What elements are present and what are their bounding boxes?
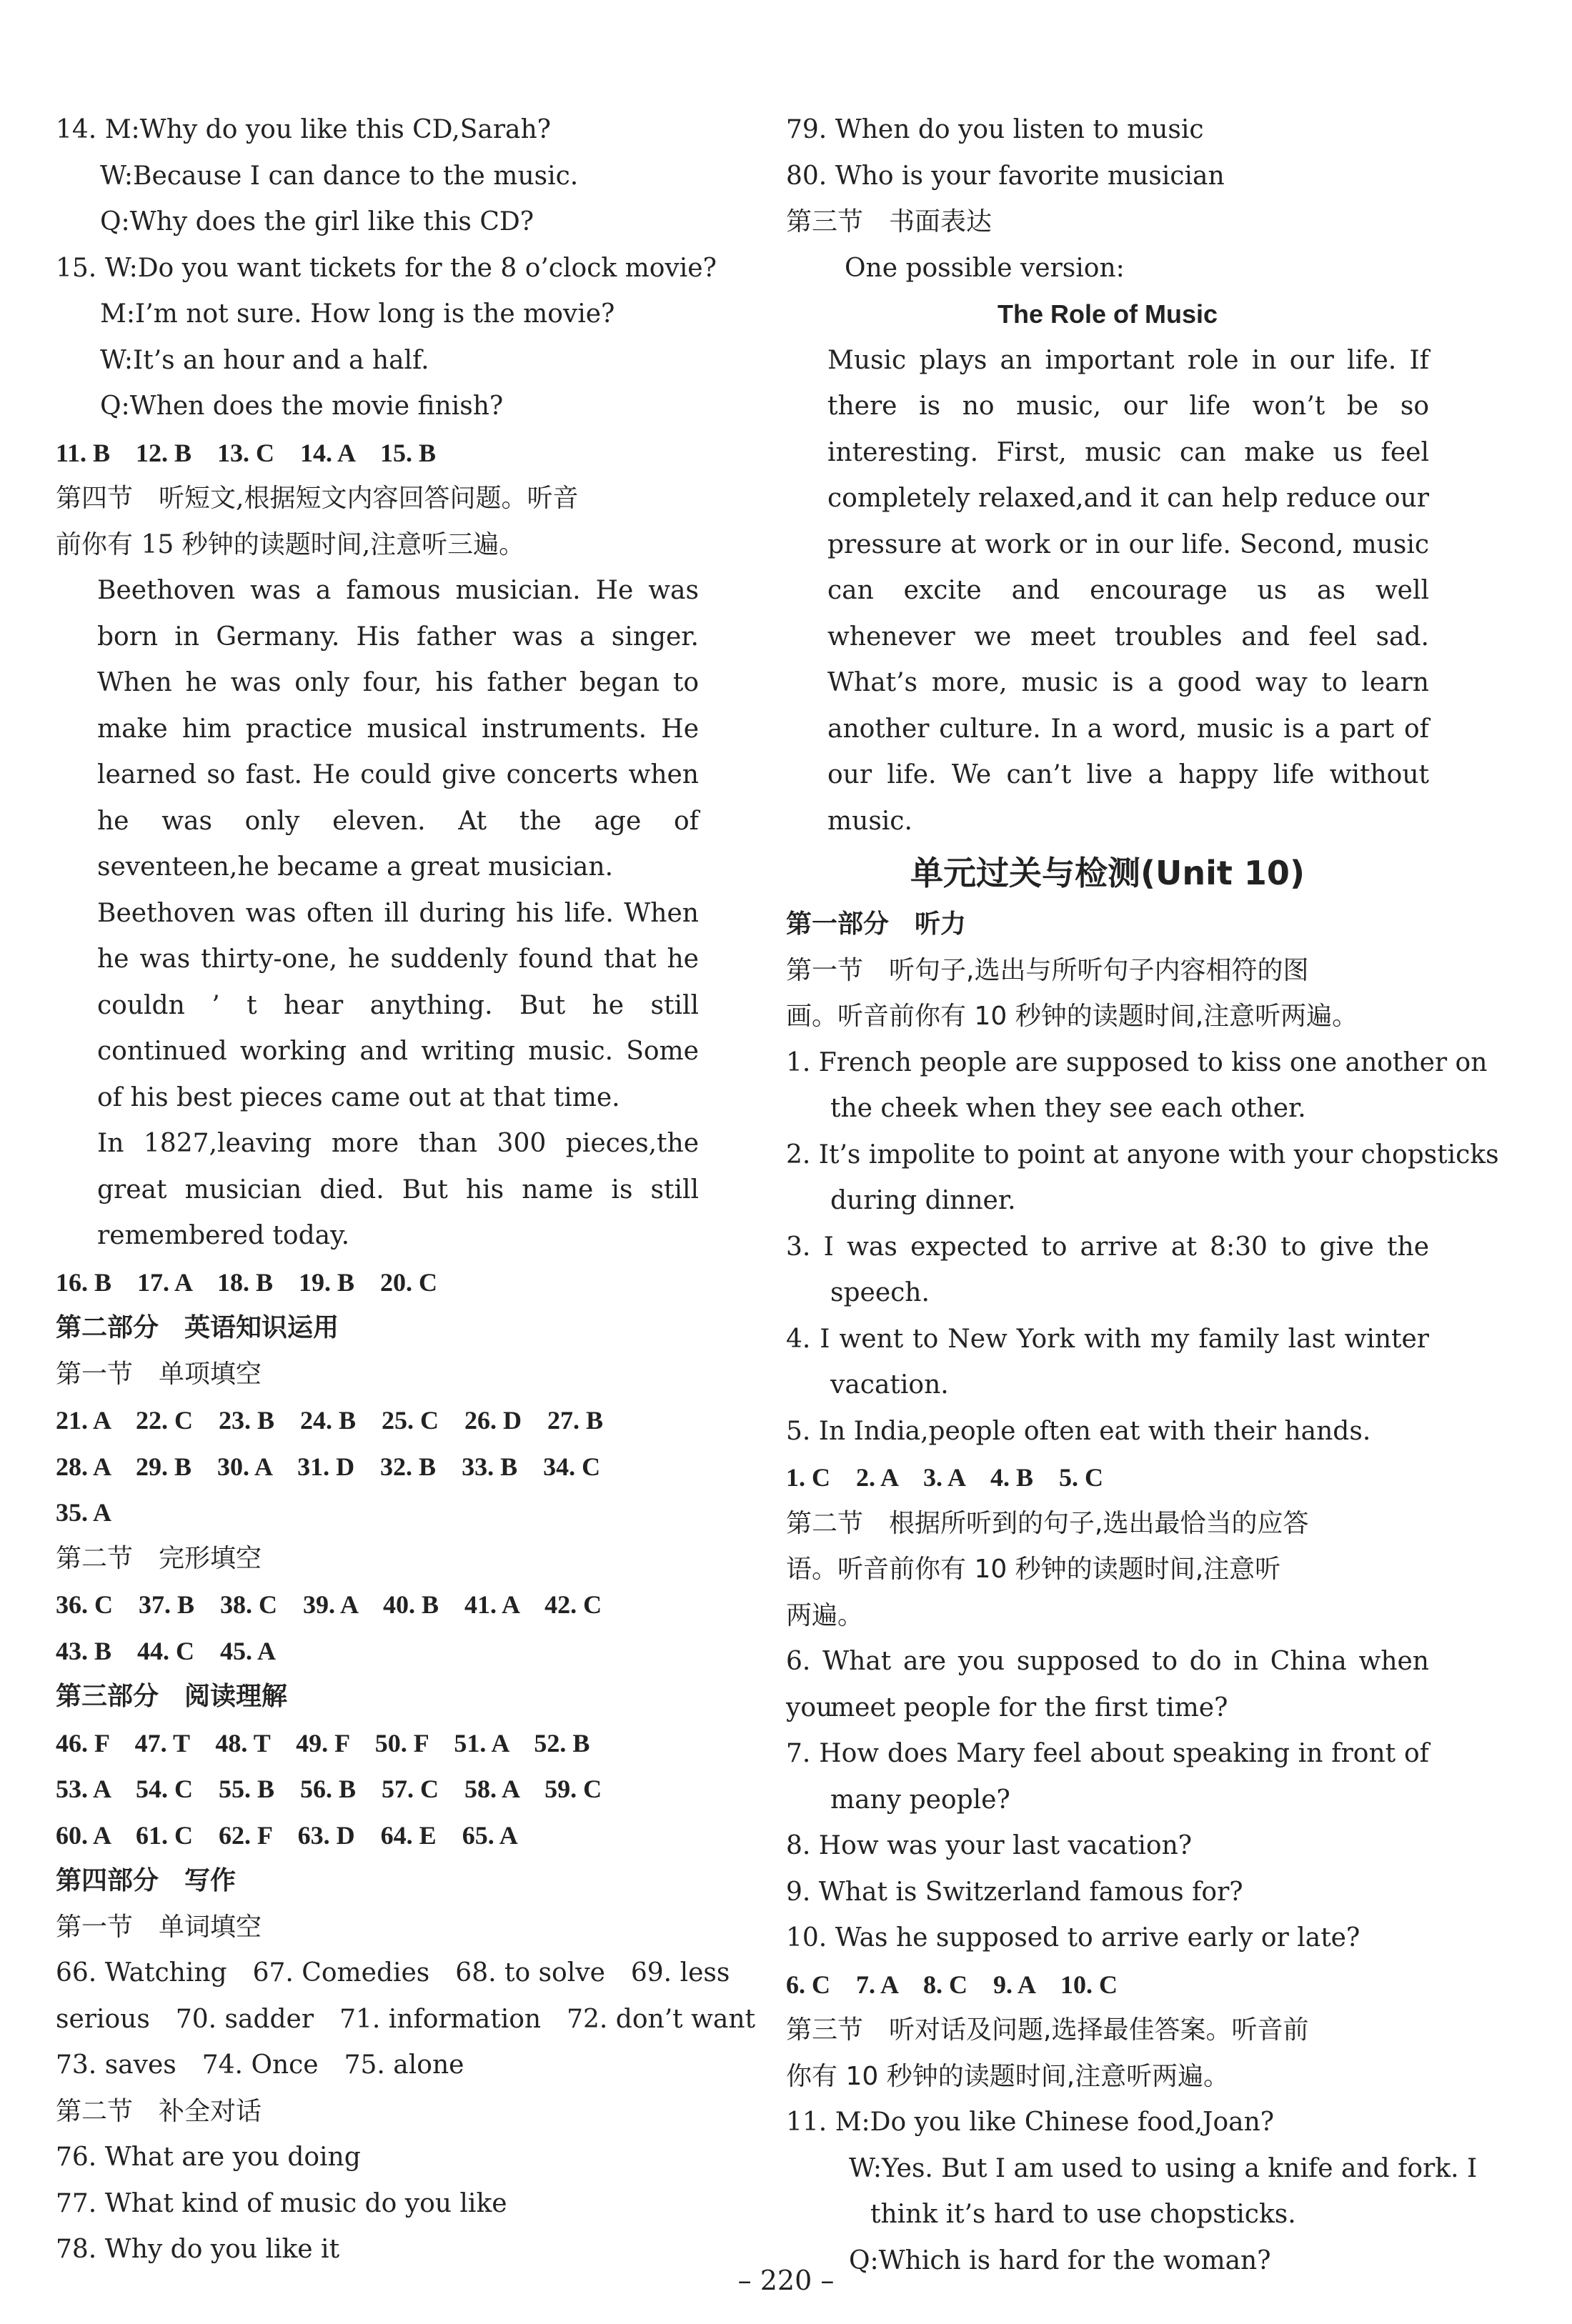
part2-section2: 第二节 完形填空: [56, 1543, 262, 1573]
part4-section2: 第二节 补全对话: [56, 2096, 262, 2126]
section2-instruction: 两遍。: [786, 1600, 864, 1630]
sentence-3: 3. I was expected to arrive at 8:30 to give the: [786, 1232, 1429, 1262]
section1-instruction: 画。听音前你有 10 秒钟的读题时间,注意听两遍。: [786, 1002, 1358, 1031]
q15-line: M:I’m not sure. How long is the movie?: [100, 299, 615, 329]
section3-instruction: 第三节 听对话及问题,选择最佳答案。听音前: [786, 2015, 1309, 2045]
left-column: [56, 107, 755, 2273]
right-column: [786, 107, 1499, 2284]
fill-answers-line: serious 70. sadder 71. information 72. don’t want: [56, 2004, 755, 2034]
page-number: – 220 –: [737, 2265, 835, 2296]
q11-line: W:Yes. But I am used to using a knife and fork. I: [849, 2153, 1478, 2183]
section2-instruction: 第二节 根据所听到的句子,选出最恰当的应答: [786, 1508, 1309, 1538]
sentence-1: 1. French people are supposed to kiss one another on: [786, 1047, 1488, 1077]
q11-line: 11. M:Do you like Chinese food,Joan?: [786, 2108, 1275, 2137]
answers-46-52: 46. F 47. T 48. T 49. F 50. F 51. A 52. B: [56, 1728, 590, 1757]
dialog-answer-79: 79. When do you listen to music: [786, 115, 1204, 144]
q15-line: Q:When does the movie finish?: [100, 392, 504, 421]
answers-36-42: 36. C 37. B 38. C 39. A 40. B 41. A 42. C: [56, 1590, 602, 1619]
fill-answers-line: 73. saves 74. Once 75. alone: [56, 2050, 464, 2080]
sentence-4: 4. I went to New York with my family last winter: [786, 1324, 1429, 1354]
dialog-answer-77: 77. What kind of music do you like: [56, 2188, 507, 2218]
q14-line: Q:Why does the girl like this CD?: [100, 207, 534, 236]
sentence-5: 5. In India,people often eat with their hands.: [786, 1416, 1371, 1446]
answers-43-45: 43. B 44. C 45. A: [56, 1636, 277, 1665]
section2-instruction: 语。听音前你有 10 秒钟的读题时间,注意听: [786, 1555, 1281, 1584]
answers-60-65: 60. A 61. C 62. F 63. D 64. E 65. A: [56, 1820, 518, 1850]
q14-line: W:Because I can dance to the music.: [100, 161, 579, 191]
section4-instruction: 前你有 15 秒钟的读题时间,注意听三遍。: [56, 529, 525, 559]
sentence-4: vacation.: [830, 1370, 949, 1400]
possible-version-label: One possible version:: [845, 253, 1125, 283]
fill-answers-line: 66. Watching 67. Comedies 68. to solve 69. less: [56, 1958, 730, 1988]
essay-title: The Role of Music: [997, 299, 1218, 329]
sentence-2: during dinner.: [830, 1186, 1016, 1215]
passage-paragraph-1: Beethoven was a famous musician. He was born in Germany. His father was a singer. When he was only four, his father began to make him practice musical instruments. He learned so fast. He could give concerts when he was only eleven. At the age of seventeen,he became a great musician.: [97, 576, 699, 882]
part2-section1: 第一节 单项填空: [56, 1359, 262, 1389]
sentence-3: speech.: [830, 1278, 930, 1307]
part2-heading: 第二部分 英语知识运用: [56, 1313, 339, 1342]
answers-6-10: 6. C 7. A 8. C 9. A 10. C: [786, 1970, 1118, 1999]
unit-title: 单元过关与检测(Unit 10): [910, 854, 1305, 892]
sentence-7: 7. How does Mary feel about speaking in front of: [786, 1739, 1429, 1768]
part4-heading: 第四部分 写作: [56, 1866, 237, 1895]
sentence-2: 2. It’s impolite to point at anyone with your chopsticks: [786, 1139, 1499, 1170]
sentence-10: 10. Was he supposed to arrive early or late?: [786, 1923, 1360, 1953]
q15-line: 15. W:Do you want tickets for the 8 o’clock movie?: [56, 253, 717, 283]
dialog-answer-80: 80. Who is your favorite musician: [786, 161, 1225, 191]
answers-35: 35. A: [56, 1498, 112, 1527]
answers-16-20: 16. B 17. A 18. B 19. B 20. C: [56, 1267, 438, 1297]
sentence-8: 8. How was your last vacation?: [786, 1831, 1193, 1860]
section1-instruction: 第一节 听句子,选出与所听句子内容相符的图: [786, 955, 1309, 985]
passage-paragraph-3: In 1827,leaving more than 300 pieces,the great musician died. But his name is still remembered today.: [97, 1129, 699, 1250]
sentence-7: many people?: [830, 1785, 1010, 1815]
sentence-1: the cheek when they see each other.: [830, 1094, 1306, 1123]
sentence-6: meet people for the first time?: [830, 1692, 1228, 1722]
answers-53-59: 53. A 54. C 55. B 56. B 57. C 58. A 59. C: [56, 1775, 602, 1803]
part4-section1: 第一节 单词填空: [56, 1912, 262, 1942]
sentence-9: 9. What is Switzerland famous for?: [786, 1877, 1243, 1907]
q14-line: 14. M:Why do you like this CD,Sarah?: [56, 115, 551, 144]
section3-heading: 第三节 书面表达: [786, 207, 993, 236]
part3-heading: 第三部分 阅读理解: [56, 1682, 288, 1711]
section3-instruction: 你有 10 秒钟的读题时间,注意听两遍。: [786, 2061, 1230, 2091]
q11-line: think it’s hard to use chopsticks.: [870, 2200, 1296, 2229]
q15-line: W:It’s an hour and a half.: [100, 345, 429, 375]
section4-instruction: 第四节 听短文,根据短文内容回答问题。听音: [56, 484, 579, 513]
dialog-answer-76: 76. What are you doing: [56, 2143, 361, 2172]
essay-body: Music plays an important role in our life. If there is no music, our life won’t be so interesting. First, music can make us feel completely relaxed,and it can help reduce our pressure at work or in our life. Second, music can excite and encourage us as well whenever we meet troubles and feel sad. What’s more, music is a good way to learn another culture. In a word, music is a part of our life. We can’t live a happy life without music.: [827, 345, 1429, 836]
sentence-6: 6. What are you supposed to do in China when you: [786, 1647, 1429, 1722]
passage-paragraph-2: Beethoven was often ill during his life. When he was thirty-one, he suddenly found that he couldn ’ t hear anything. But he still continued working and writing music. Some of his best pieces came out at that time.: [97, 898, 699, 1112]
part1-heading: 第一部分 听力: [786, 909, 967, 939]
answers-11-15: 11. B 12. B 13. C 14. A 15. B: [56, 438, 437, 467]
q11-line: Q:Which is hard for the woman?: [849, 2245, 1271, 2275]
answers-21-27: 21. A 22. C 23. B 24. B 25. C 26. D 27. B: [56, 1406, 604, 1435]
answers-1-5: 1. C 2. A 3. A 4. B 5. C: [786, 1463, 1104, 1492]
dialog-answer-78: 78. Why do you like it: [56, 2235, 340, 2264]
answers-28-34: 28. A 29. B 30. A 31. D 32. B 33. B 34. C: [56, 1452, 601, 1481]
